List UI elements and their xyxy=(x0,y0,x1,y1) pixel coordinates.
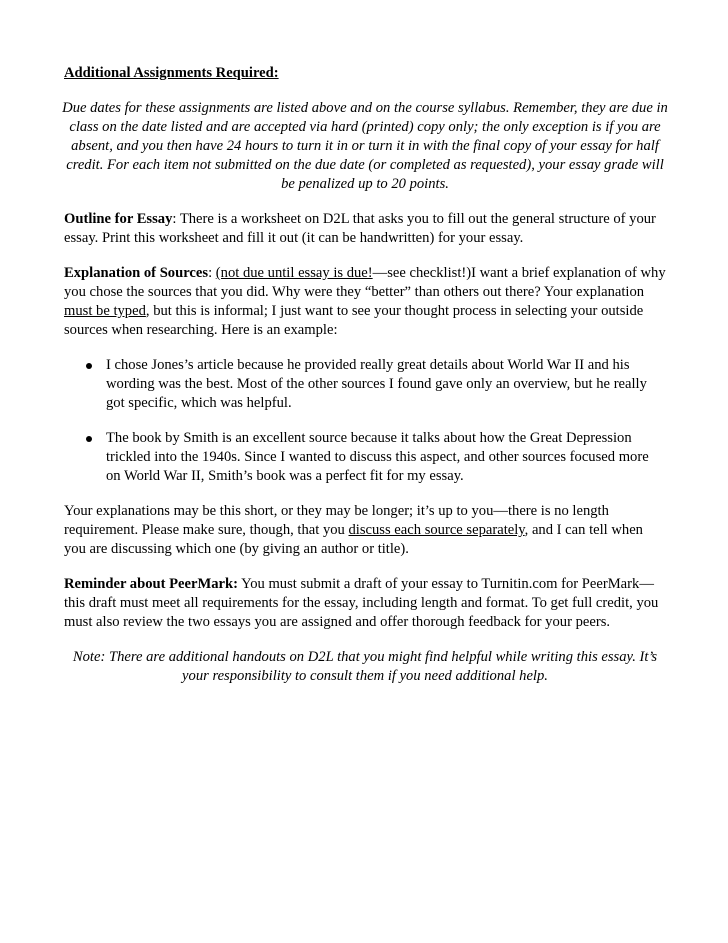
length-text-1: Your explanations may be this short, or they may be longer; it’s up to you—there is no length requirement. Please make sure, though, that you xyxy=(64,503,609,538)
discuss-separately: discuss each source separately xyxy=(348,522,525,538)
list-item xyxy=(64,356,666,413)
explanation-checklist: —see checklist!) xyxy=(372,265,472,281)
peermark-text: You must submit a draft of your essay to Turnitin.com for PeerMark—this draft must meet all requirements for the essay, including length and format. To get full credit, you must also review the two essays you are assigned and offer thorough feedback for your peers. xyxy=(64,576,659,630)
explanation-colon: : xyxy=(208,265,216,281)
length-paragraph xyxy=(64,502,666,559)
due-dates-note: Due dates for these assignments are listed above and on the course syllabus. Remember, they are due in class on the date listed and are accepted via hard (printed) copy only; the only exception is if you are absent, and you then have 24 hours to turn it in or turn it in with the final copy of your essay for half credit. For each item not submitted on the due date (or completed as requested), your essay grade will be penalized up to 20 points. xyxy=(62,100,668,192)
outline-text: There is a worksheet on D2L that asks you to fill out the general structure of your essay. Print this worksheet and fill it out (it can be handwritten) for your essay. xyxy=(64,211,656,246)
closing-note: Note: There are additional handouts on D2L that you might find helpful while writing this essay. It’s your responsibility to consult them if you need additional help. xyxy=(72,649,658,684)
example-text: I chose Jones’s article because he provided really great details about World War II and his wording was the best. Most of the other sources I found gave only an overview, but he really got specific, which was helpful. xyxy=(106,357,647,411)
length-text-2: , and I can tell when you are discussing which one (by giving an author or title). xyxy=(64,522,643,557)
example-list xyxy=(64,356,666,486)
explanation-due-note: (not due until essay is due! xyxy=(215,265,373,281)
section-heading: Additional Assignments Required: xyxy=(64,65,279,81)
example-text: The book by Smith is an excellent source because it talks about how the Great Depression trickled into the 1940s. Since I wanted to discuss this aspect, and other sources focused more on World War II, Smith’s book was a perfect fit for my essay. xyxy=(106,430,649,484)
bullet-icon xyxy=(86,363,92,369)
peermark-label: Reminder about PeerMark: xyxy=(64,576,239,592)
explanation-text-2: , but this is informal; I just want to see your thought process in selecting your outside sources when researching. Here is an example: xyxy=(64,303,644,338)
explanation-text-1: I want a brief explanation of why you chose the sources that you did. Why were they “better” than others out there? Your explanation xyxy=(64,265,666,300)
outline-colon: : xyxy=(172,211,177,227)
peermark-paragraph xyxy=(64,575,666,632)
outline-paragraph xyxy=(64,210,666,248)
explanation-paragraph xyxy=(64,264,666,340)
list-item xyxy=(64,429,666,486)
explanation-must-typed: must be typed xyxy=(64,303,146,319)
outline-label: Outline for Essay xyxy=(64,211,173,227)
explanation-label: Explanation of Sources xyxy=(64,265,209,281)
bullet-icon xyxy=(86,436,92,442)
document-page xyxy=(64,64,666,686)
